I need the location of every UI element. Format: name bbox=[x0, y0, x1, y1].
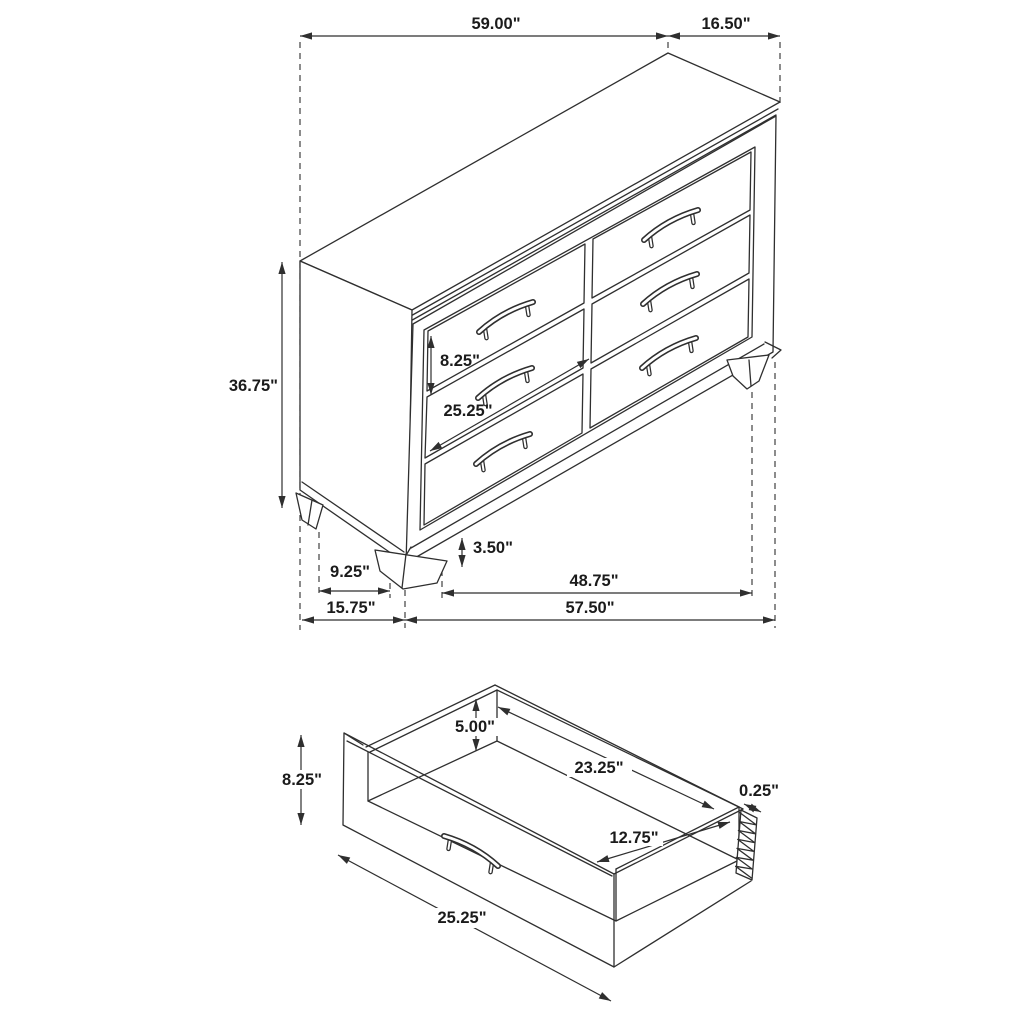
drawer-right-bottom-edge bbox=[614, 881, 751, 967]
dim-label-floor-depth: 15.75" bbox=[326, 599, 376, 617]
dim-label-front-height: 8.25" bbox=[282, 771, 322, 789]
dim-line-panel-thickness bbox=[744, 804, 761, 812]
dim-label-height: 36.75" bbox=[228, 377, 278, 395]
dresser-figure bbox=[229, 15, 781, 630]
dim-label-base-span: 48.75" bbox=[569, 572, 619, 590]
dim-label-foot-inset: 9.25" bbox=[330, 563, 370, 581]
dim-label-inner-depth: 12.75" bbox=[609, 829, 659, 847]
dim-label-inner-height: 5.00" bbox=[455, 718, 495, 736]
dim-label-top-width: 59.00" bbox=[471, 15, 521, 33]
drawer-box bbox=[343, 685, 757, 967]
dim-label-inner-width: 23.25" bbox=[574, 759, 624, 777]
drawer-figure bbox=[275, 685, 779, 1001]
dresser-foot-front-right bbox=[727, 355, 769, 389]
dim-label-floor-width: 57.50" bbox=[565, 599, 615, 617]
dim-label-panel-thickness: 0.25" bbox=[739, 782, 779, 800]
dresser-foot-front-left bbox=[375, 550, 447, 589]
dim-label-foot-height: 3.50" bbox=[473, 539, 513, 557]
dim-label-top-depth: 16.50" bbox=[701, 15, 751, 33]
dim-label-drawer-width: 25.25" bbox=[443, 402, 493, 420]
dim-label-drawer-height: 8.25" bbox=[440, 352, 480, 370]
dim-label-front-width: 25.25" bbox=[437, 909, 487, 927]
